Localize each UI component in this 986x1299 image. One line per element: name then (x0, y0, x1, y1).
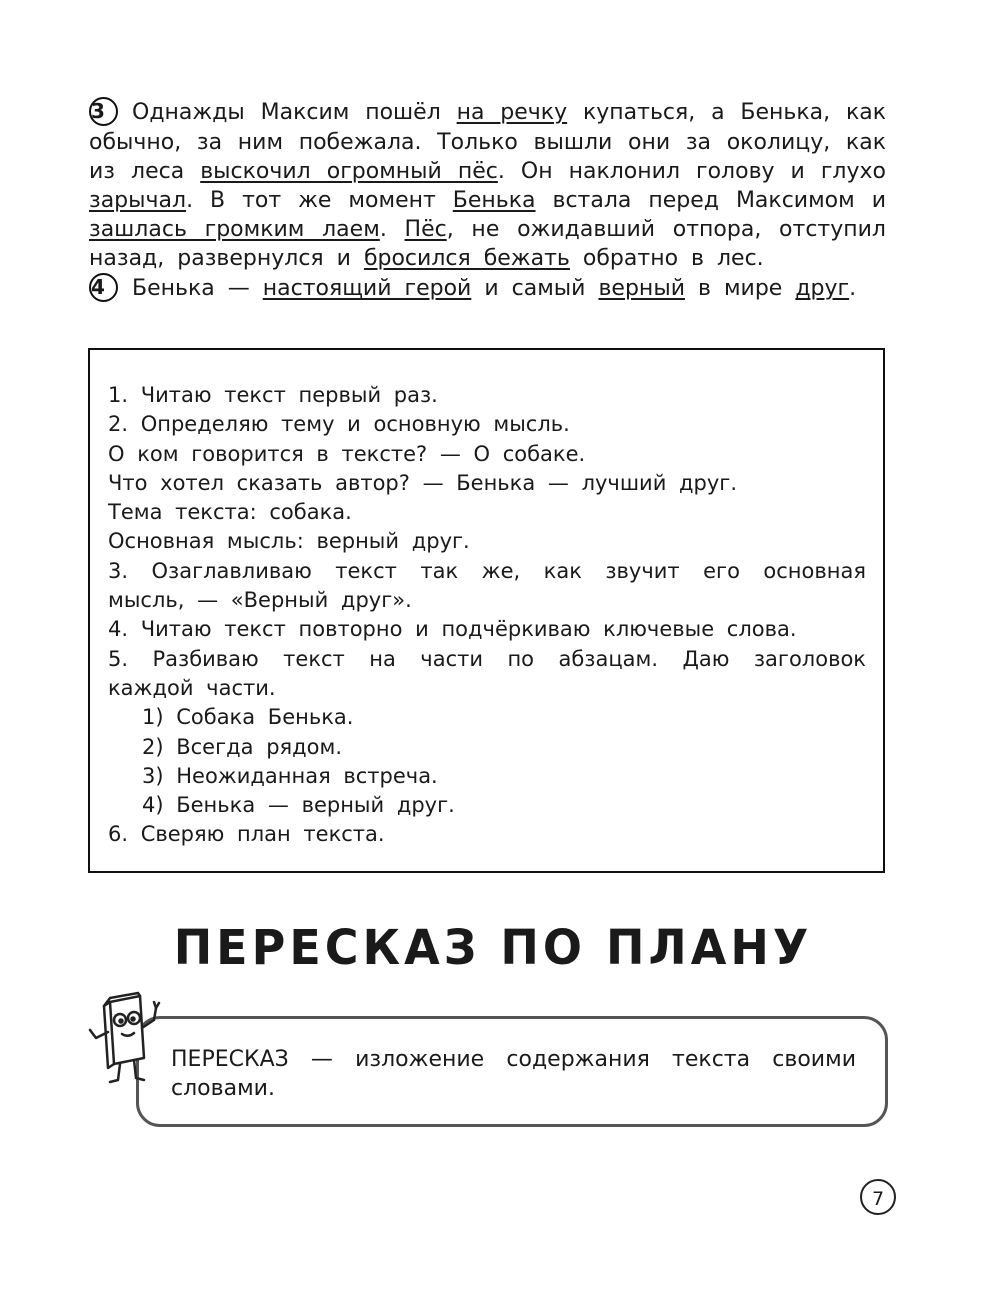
step-line: Тема текста: собака. (108, 500, 352, 525)
key-phrase: на речку (456, 100, 568, 125)
plan-item: 2) Всегда рядом. (142, 734, 343, 759)
page-number: 7 (860, 1179, 896, 1215)
text-fragment: , не ожидавший отпора, отступил назад, развернулся и (89, 217, 886, 272)
steps-list (108, 381, 866, 850)
text-fragment: Бенька — (132, 276, 263, 301)
paragraph-number-badge: 3 (89, 97, 118, 126)
definition-term: ПЕРЕСКАЗ (171, 1047, 289, 1072)
step-line: Основная мысль: верный друг. (108, 529, 470, 554)
key-phrase: зарычал (89, 187, 187, 213)
definition-body: — изложение содержания текста своими словами. (171, 1047, 856, 1101)
paragraph-4 (89, 274, 886, 304)
step-line: Что хотел сказать автор? — Бенька — лучший друг. (108, 470, 738, 495)
key-phrase: бросился бежать (363, 246, 570, 272)
plan-item: 3) Неожиданная встреча. (142, 763, 438, 788)
definition-box (136, 1016, 888, 1127)
text-fragment: купаться, а Бенька, как обычно, за ним побежала. Только вышли они за околицу, как из леса (89, 100, 887, 184)
key-phrase: зашлась громким лаем (89, 217, 380, 243)
key-phrase: Бенька (452, 187, 536, 213)
text-fragment: Однажды Максим пошёл (132, 100, 457, 125)
paragraph-number-badge: 4 (89, 273, 118, 302)
text-fragment: . В тот же момент (186, 187, 453, 213)
text-fragment: и самый (471, 276, 599, 301)
steps-box (88, 348, 885, 873)
step-line: мысль, — «Верный друг». (108, 588, 412, 613)
paragraph-3-text (89, 100, 886, 271)
step-line: О ком говорится в тексте? — О собаке. (108, 441, 586, 466)
key-phrase: друг (795, 276, 850, 301)
section-heading: ПЕРЕСКАЗ ПО ПЛАНУ (173, 918, 813, 976)
paragraph-3 (89, 98, 886, 274)
step-line: 2. Определяю тему и основную мысль. (108, 412, 570, 437)
step-line: 4. Читаю текст повторно и подчёркиваю ключевые слова. (108, 617, 797, 642)
plan-item: 1) Собака Бенька. (142, 705, 354, 730)
key-phrase: Пёс (404, 217, 447, 243)
key-phrase: выскочил огромный пёс (200, 158, 498, 184)
key-phrase: верный (598, 276, 685, 301)
text-fragment: обратно в лес. (569, 246, 764, 272)
step-line: каждой части. (108, 675, 276, 700)
key-phrase: настоящий герой (262, 276, 472, 301)
plan-item: 4) Бенька — верный друг. (142, 793, 455, 818)
step-line: 5. Разбиваю текст на части по абзацам. Даю заголовок (108, 646, 866, 671)
text-fragment: . (849, 276, 857, 301)
text-fragment: встала перед Максимом и (535, 187, 886, 213)
step-line: 3. Озаглавливаю текст так же, как звучит его основная (108, 558, 866, 583)
step-line: 6. Сверяю план текста. (108, 822, 385, 847)
step-line: 1. Читаю текст первый раз. (108, 383, 438, 407)
book-mascot-icon (80, 988, 172, 1090)
paragraph-4-text (132, 276, 856, 301)
text-fragment: в мире (685, 276, 796, 301)
text-fragment: . (379, 217, 405, 243)
definition-text (171, 1045, 856, 1103)
text-fragment: . Он наклонил голову и глухо (497, 158, 886, 184)
